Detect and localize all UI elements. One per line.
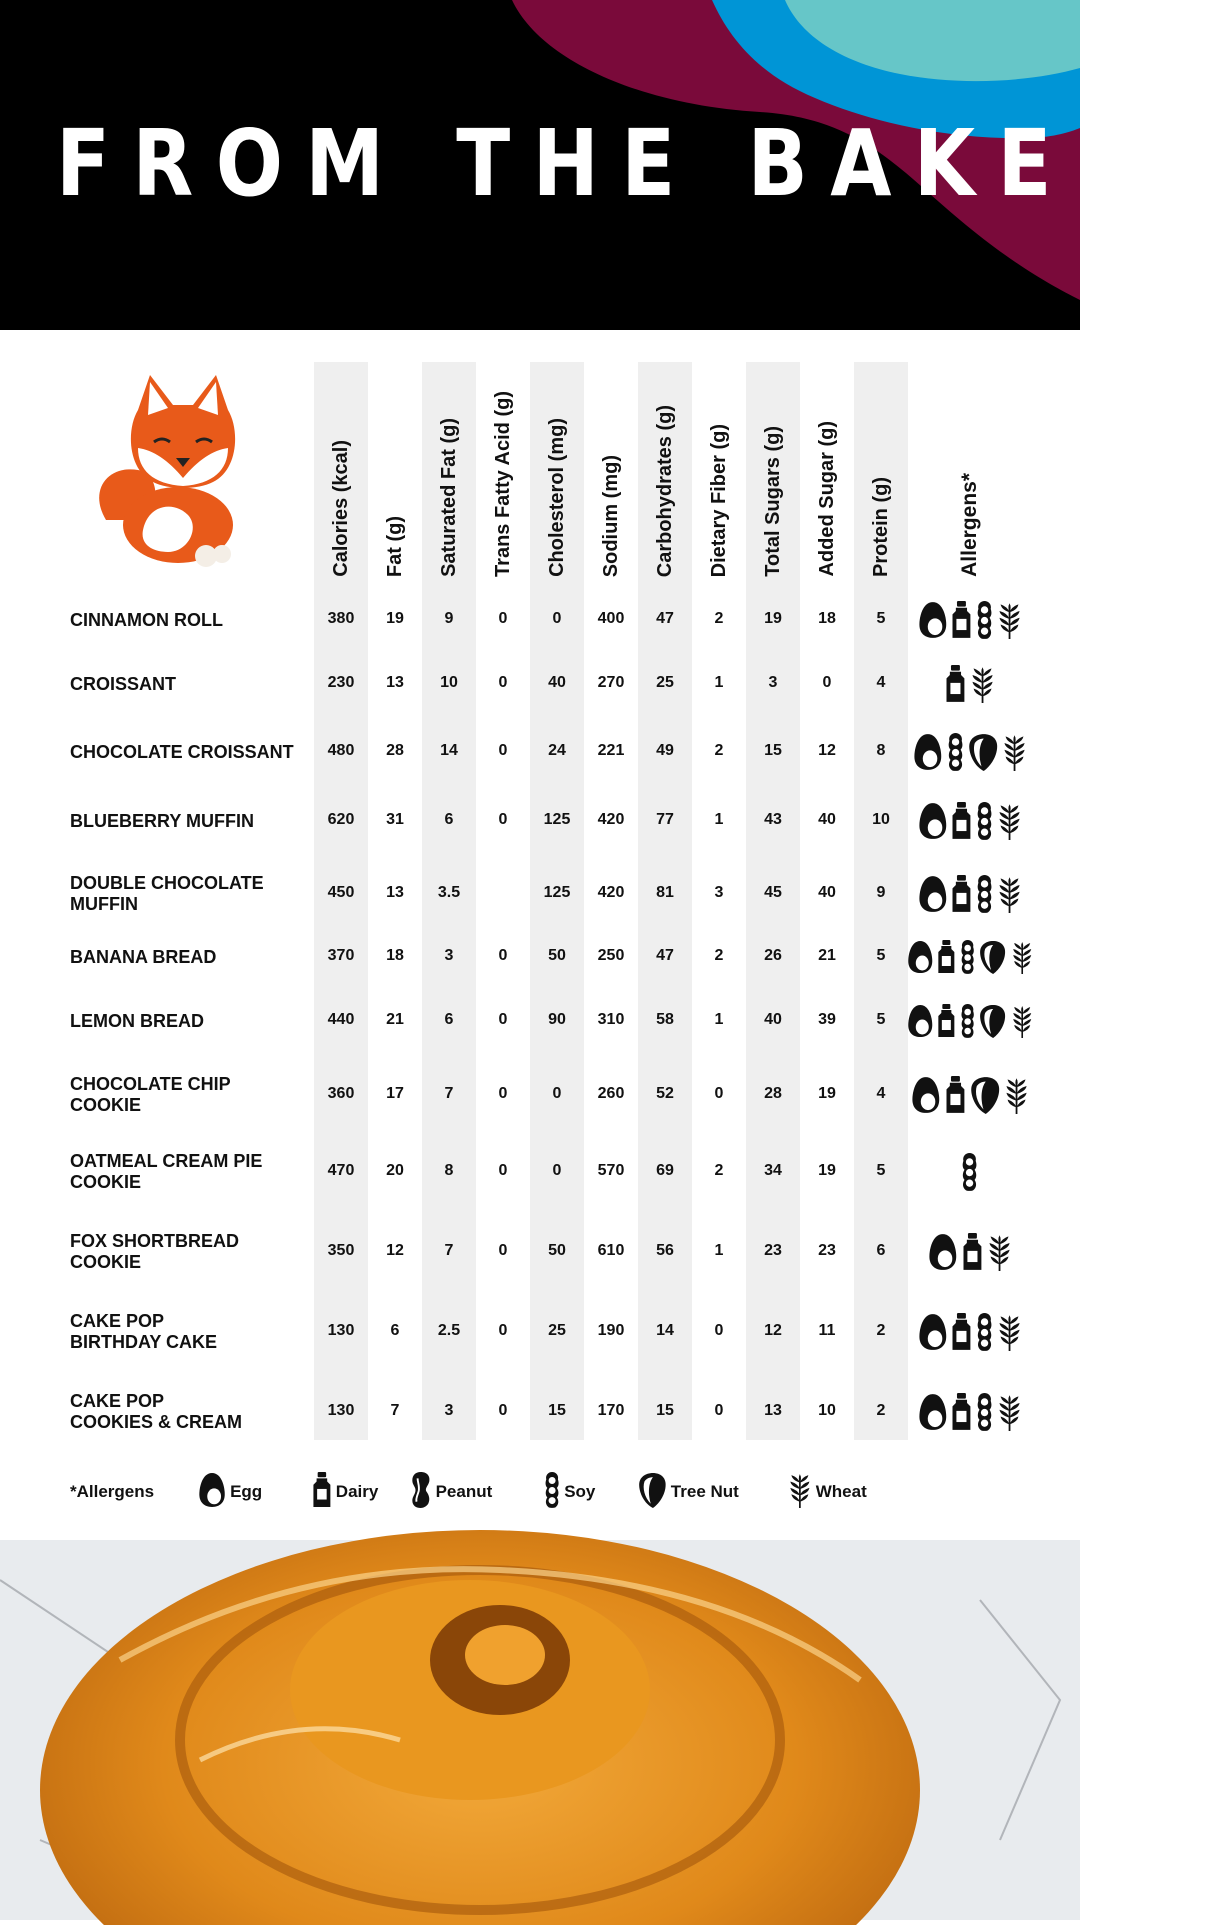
table-cell: 0 xyxy=(498,811,508,828)
egg-icon xyxy=(918,802,948,840)
table-cell: 260 xyxy=(597,1085,625,1102)
wheat-icon xyxy=(970,665,995,703)
table-cell: 0 xyxy=(498,1011,508,1028)
table-cell: 450 xyxy=(327,884,355,901)
table-cell: 58 xyxy=(656,1011,674,1028)
soy-icon xyxy=(960,1004,975,1038)
table-cell: 23 xyxy=(764,1242,782,1259)
allergen-icons xyxy=(910,1312,1030,1352)
table-cell: 2 xyxy=(714,947,724,964)
table-cell: 45 xyxy=(764,884,782,901)
table-cell: 0 xyxy=(498,1402,508,1419)
egg-icon xyxy=(918,1393,948,1431)
tree-nut-icon xyxy=(970,1076,1000,1114)
soy-icon xyxy=(976,601,993,639)
tree-nut-icon xyxy=(638,1472,667,1513)
table-cell: 570 xyxy=(597,1162,625,1179)
item-name: CAKE POP BIRTHDAY CAKE xyxy=(70,1311,218,1352)
table-cell: 34 xyxy=(764,1162,782,1179)
column-header-sodium: Sodium (mg) xyxy=(599,454,622,577)
dairy-icon xyxy=(945,665,966,703)
wheat-icon xyxy=(788,1472,812,1513)
table-cell: 0 xyxy=(498,1162,508,1179)
table-row xyxy=(0,1307,1080,1357)
table-cell: 7 xyxy=(390,1402,400,1419)
table-cell: 310 xyxy=(597,1011,625,1028)
table-cell: 26 xyxy=(764,947,782,964)
table-cell: 11 xyxy=(818,1322,836,1339)
table-cell: 130 xyxy=(327,1322,355,1339)
table-row xyxy=(0,732,1080,772)
table-cell: 69 xyxy=(656,1162,674,1179)
table-row xyxy=(0,664,1080,704)
table-cell: 1 xyxy=(714,1242,724,1259)
table-cell: 5 xyxy=(876,1162,886,1179)
table-cell: 1 xyxy=(714,674,724,691)
table-cell: 5 xyxy=(876,947,886,964)
table-cell: 90 xyxy=(548,1011,566,1028)
column-header-saturated-fat: Saturated Fat (g) xyxy=(437,418,460,577)
legend-item-soy xyxy=(544,1470,595,1514)
wheat-icon xyxy=(1011,940,1033,974)
item-name: BANANA BREAD xyxy=(70,946,217,967)
table-cell: 31 xyxy=(386,811,404,828)
dairy-icon xyxy=(951,601,972,639)
table-cell: 28 xyxy=(386,742,404,759)
legend-item-wheat xyxy=(788,1470,867,1514)
table-cell: 360 xyxy=(327,1085,355,1102)
table-cell: 13 xyxy=(386,674,404,691)
peanut-icon xyxy=(410,1472,432,1513)
wheat-icon xyxy=(1004,1076,1029,1114)
table-cell: 12 xyxy=(818,742,836,759)
table-cell: 21 xyxy=(818,947,836,964)
table-cell: 6 xyxy=(876,1242,886,1259)
item-name: CHOCOLATE CROISSANT xyxy=(70,741,294,762)
allergen-icons xyxy=(910,1392,1030,1432)
egg-icon xyxy=(198,1472,226,1513)
dairy-icon xyxy=(951,802,972,840)
table-cell: 125 xyxy=(543,811,571,828)
table-cell: 2 xyxy=(714,742,724,759)
legend-label: Wheat xyxy=(815,1482,867,1501)
dairy-icon xyxy=(962,1233,983,1271)
table-cell: 0 xyxy=(498,947,508,964)
table-cell: 43 xyxy=(764,811,782,828)
table-cell: 2 xyxy=(876,1402,886,1419)
table-cell: 14 xyxy=(656,1322,674,1339)
tree-nut-icon xyxy=(979,1004,1006,1038)
table-cell: 10 xyxy=(872,811,890,828)
table-cell: 24 xyxy=(548,742,566,759)
egg-icon xyxy=(907,940,934,974)
table-cell: 15 xyxy=(656,1402,674,1419)
allergen-icons xyxy=(910,874,1030,914)
table-cell: 190 xyxy=(597,1322,625,1339)
soy-icon xyxy=(976,802,993,840)
table-cell: 19 xyxy=(764,610,782,627)
table-cell: 0 xyxy=(498,1242,508,1259)
table-cell: 2 xyxy=(714,610,724,627)
table-cell: 221 xyxy=(597,742,625,759)
table-cell: 440 xyxy=(327,1011,355,1028)
table-cell: 17 xyxy=(386,1085,404,1102)
table-row xyxy=(0,1227,1080,1277)
table-cell: 12 xyxy=(386,1242,404,1259)
table-cell: 480 xyxy=(327,742,355,759)
table-cell: 8 xyxy=(876,742,886,759)
dairy-icon xyxy=(951,1393,972,1431)
table-cell: 3 xyxy=(714,884,724,901)
table-cell: 40 xyxy=(548,674,566,691)
table-cell: 4 xyxy=(876,1085,886,1102)
wheat-icon xyxy=(1011,1004,1033,1038)
table-cell: 130 xyxy=(327,1402,355,1419)
column-header-calories: Calories (kcal) xyxy=(329,440,352,577)
table-cell: 0 xyxy=(498,1085,508,1102)
table-cell: 5 xyxy=(876,1011,886,1028)
table-cell: 620 xyxy=(327,811,355,828)
table-cell: 10 xyxy=(440,674,458,691)
item-name: LEMON BREAD xyxy=(70,1010,204,1031)
table-cell: 0 xyxy=(498,674,508,691)
item-name: CAKE POP COOKIES & CREAM xyxy=(70,1391,243,1432)
table-cell: 47 xyxy=(656,610,674,627)
item-name: CINNAMON ROLL xyxy=(70,609,223,630)
legend-item-dairy xyxy=(312,1470,378,1514)
column-header-carbohydrates: Carbohydrates (g) xyxy=(653,404,676,577)
item-name: CROISSANT xyxy=(70,673,177,694)
table-cell: 77 xyxy=(656,811,674,828)
column-header-total-sugars: Total Sugars (g) xyxy=(761,426,784,577)
table-cell: 3.5 xyxy=(437,884,461,901)
table-cell: 370 xyxy=(327,947,355,964)
table-cell: 18 xyxy=(386,947,404,964)
page-title: FROM THE BAKERY xyxy=(56,110,1232,217)
soy-icon xyxy=(544,1472,560,1513)
allergen-icons xyxy=(910,1075,1030,1115)
table-cell: 19 xyxy=(386,610,404,627)
table-cell: 350 xyxy=(327,1242,355,1259)
table-cell: 19 xyxy=(818,1162,836,1179)
table-cell: 47 xyxy=(656,947,674,964)
table-cell: 0 xyxy=(714,1322,724,1339)
dairy-icon xyxy=(945,1076,966,1114)
legend-item-tree-nut xyxy=(638,1470,739,1514)
table-cell: 0 xyxy=(552,1085,562,1102)
table-cell: 400 xyxy=(597,610,625,627)
table-row xyxy=(0,1147,1080,1197)
allergen-legend xyxy=(70,1470,1030,1514)
table-row xyxy=(0,600,1080,640)
allergen-icons xyxy=(910,732,1030,772)
legend-label: Dairy xyxy=(335,1482,379,1501)
table-row xyxy=(0,937,1080,977)
table-cell: 25 xyxy=(548,1322,566,1339)
tree-nut-icon xyxy=(979,940,1006,974)
table-cell: 21 xyxy=(386,1011,404,1028)
column-header-dietary-fiber: Dietary Fiber (g) xyxy=(707,423,730,577)
table-cell: 23 xyxy=(818,1242,836,1259)
item-name: CHOCOLATE CHIP COOKIE xyxy=(70,1074,231,1115)
table-cell: 4 xyxy=(876,674,886,691)
table-cell: 13 xyxy=(764,1402,782,1419)
soy-icon xyxy=(976,1313,993,1351)
soy-icon xyxy=(947,733,964,771)
table-cell: 13 xyxy=(386,884,404,901)
table-cell: 19 xyxy=(818,1085,836,1102)
allergen-icons xyxy=(910,937,1030,977)
table-cell: 2 xyxy=(714,1162,724,1179)
wheat-icon xyxy=(997,875,1022,913)
table-cell: 12 xyxy=(764,1322,782,1339)
table-cell: 28 xyxy=(764,1085,782,1102)
egg-icon xyxy=(918,875,948,913)
table-cell: 25 xyxy=(656,674,674,691)
table-cell: 9 xyxy=(444,610,454,627)
allergen-icons xyxy=(910,1232,1030,1272)
dairy-icon xyxy=(937,1004,956,1038)
legend-item-peanut xyxy=(410,1470,492,1514)
table-cell: 50 xyxy=(548,1242,566,1259)
item-name: OATMEAL CREAM PIE COOKIE xyxy=(70,1151,263,1192)
table-cell: 6 xyxy=(444,811,454,828)
legend-label: Peanut xyxy=(435,1482,493,1501)
egg-icon xyxy=(907,1004,934,1038)
table-cell: 5 xyxy=(876,610,886,627)
table-cell: 20 xyxy=(386,1162,404,1179)
item-name: DOUBLE CHOCOLATE MUFFIN xyxy=(70,873,264,914)
cinnamon-roll-photo xyxy=(0,1540,1080,1920)
column-header-added-sugar: Added Sugar (g) xyxy=(815,421,838,577)
wheat-icon xyxy=(997,802,1022,840)
tree-nut-icon xyxy=(968,733,998,771)
table-cell: 0 xyxy=(822,674,832,691)
column-header-fat: Fat (g) xyxy=(383,515,406,577)
soy-icon xyxy=(976,875,993,913)
table-cell: 40 xyxy=(818,811,836,828)
table-row xyxy=(0,1387,1080,1437)
table-cell: 7 xyxy=(444,1085,454,1102)
dairy-icon xyxy=(951,1313,972,1351)
legend-label: Egg xyxy=(230,1482,263,1501)
table-cell: 2.5 xyxy=(437,1322,461,1339)
table-cell: 0 xyxy=(552,610,562,627)
item-name: FOX SHORTBREAD COOKIE xyxy=(70,1231,240,1272)
table-cell: 3 xyxy=(768,674,778,691)
wheat-icon xyxy=(1002,733,1027,771)
wheat-icon xyxy=(987,1233,1012,1271)
table-cell: 14 xyxy=(440,742,458,759)
allergen-icons xyxy=(910,664,1030,704)
table-cell: 380 xyxy=(327,610,355,627)
dairy-icon xyxy=(312,1472,332,1513)
legend-label: Tree Nut xyxy=(670,1482,739,1501)
table-cell: 3 xyxy=(444,947,454,964)
table-cell: 420 xyxy=(597,884,625,901)
table-cell: 18 xyxy=(818,610,836,627)
table-row xyxy=(0,869,1080,919)
column-header-trans-fat: Trans Fatty Acid (g) xyxy=(491,391,514,577)
wheat-icon xyxy=(997,1313,1022,1351)
egg-icon xyxy=(913,733,943,771)
table-cell: 7 xyxy=(444,1242,454,1259)
table-cell: 0 xyxy=(498,610,508,627)
table-cell: 0 xyxy=(498,742,508,759)
soy-icon xyxy=(961,1153,978,1191)
table-cell: 270 xyxy=(597,674,625,691)
column-header-allergens: Allergens* xyxy=(958,473,981,577)
soy-icon xyxy=(976,1393,993,1431)
table-row xyxy=(0,801,1080,841)
table-cell: 470 xyxy=(327,1162,355,1179)
allergen-icons xyxy=(910,600,1030,640)
allergen-icons xyxy=(910,1152,1030,1192)
fox-cookie-image xyxy=(88,370,278,570)
table-cell: 39 xyxy=(818,1011,836,1028)
table-cell: 0 xyxy=(552,1162,562,1179)
allergen-icons xyxy=(910,801,1030,841)
legend-label: Soy xyxy=(564,1482,596,1501)
header-banner xyxy=(0,0,1232,330)
table-cell: 0 xyxy=(714,1402,724,1419)
table-cell: 10 xyxy=(818,1402,836,1419)
table-cell: 81 xyxy=(656,884,674,901)
table-cell: 49 xyxy=(656,742,674,759)
table-cell: 3 xyxy=(444,1402,454,1419)
table-cell: 2 xyxy=(876,1322,886,1339)
table-cell: 8 xyxy=(444,1162,454,1179)
dairy-icon xyxy=(951,875,972,913)
allergen-icons xyxy=(910,1001,1030,1041)
legend-title: *Allergens xyxy=(70,1482,155,1501)
egg-icon xyxy=(918,601,948,639)
table-cell: 0 xyxy=(498,1322,508,1339)
wheat-icon xyxy=(997,1393,1022,1431)
table-cell: 170 xyxy=(597,1402,625,1419)
egg-icon xyxy=(928,1233,958,1271)
table-row xyxy=(0,1070,1080,1120)
table-cell: 15 xyxy=(548,1402,566,1419)
table-cell: 6 xyxy=(390,1322,400,1339)
table-cell: 52 xyxy=(656,1085,674,1102)
table-cell: 1 xyxy=(714,811,724,828)
egg-icon xyxy=(918,1313,948,1351)
table-cell: 9 xyxy=(876,884,886,901)
column-header-cholesterol: Cholesterol (mg) xyxy=(545,418,568,577)
table-cell: 125 xyxy=(543,884,571,901)
table-cell: 0 xyxy=(714,1085,724,1102)
table-cell: 40 xyxy=(764,1011,782,1028)
table-row xyxy=(0,1001,1080,1041)
table-cell: 420 xyxy=(597,811,625,828)
egg-icon xyxy=(911,1076,941,1114)
table-cell: 250 xyxy=(597,947,625,964)
table-cell: 56 xyxy=(656,1242,674,1259)
soy-icon xyxy=(960,940,975,974)
column-header-protein: Protein (g) xyxy=(869,477,892,577)
dairy-icon xyxy=(937,940,956,974)
legend-item-egg xyxy=(198,1470,262,1514)
item-name: BLUEBERRY MUFFIN xyxy=(70,810,254,831)
table-cell: 6 xyxy=(444,1011,454,1028)
wheat-icon xyxy=(997,601,1022,639)
table-cell: 40 xyxy=(818,884,836,901)
table-cell: 610 xyxy=(597,1242,625,1259)
table-cell: 230 xyxy=(327,674,355,691)
table-cell: 50 xyxy=(548,947,566,964)
table-cell: 15 xyxy=(764,742,782,759)
table-cell: 1 xyxy=(714,1011,724,1028)
